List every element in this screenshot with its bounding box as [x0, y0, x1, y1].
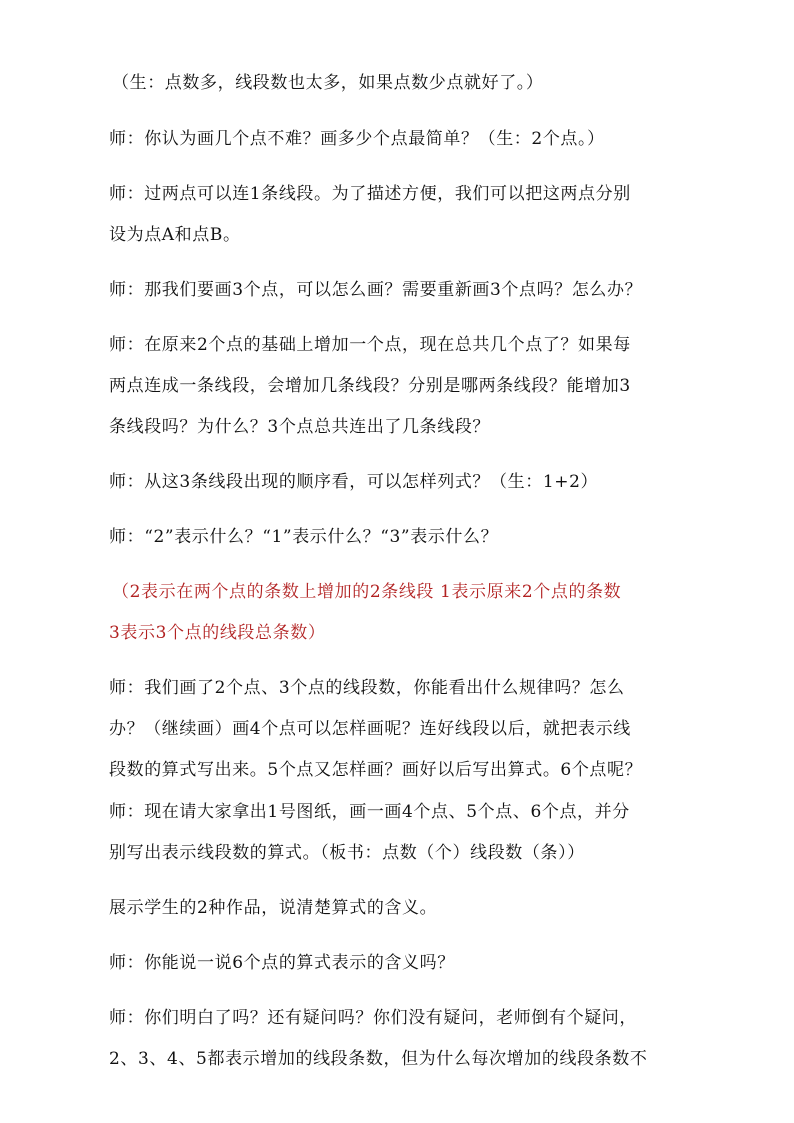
text-line-21: 2、3、4、5都表示增加的线段条数，但为什么每次增加的线段条数不 [109, 1049, 648, 1069]
text-line-20: 师：你们明白了吗？还有疑问吗？你们没有疑问，老师倒有个疑问， [109, 1008, 637, 1028]
text-line-6: 师：在原来2个点的基础上增加一个点，现在总共几个点了？如果每 [109, 335, 631, 355]
text-line-16: 师：现在请大家拿出1号图纸，画一画4个点、5个点、6个点，并分 [109, 802, 630, 822]
text-line-2: 师：你认为画几个点不难？画多少个点最简单？（生：2个点。） [109, 129, 605, 149]
text-line-3: 师：过两点可以连1条线段。为了描述方便，我们可以把这两点分别 [109, 184, 631, 204]
annotation-line-2: 3表示3个点的线段总条数） [109, 623, 326, 643]
text-line-7: 两点连成一条线段，会增加几条线段？分别是哪两条线段？能增加3 [109, 376, 631, 396]
text-line-17: 别写出表示线段数的算式。（板书：点数（个）线段数（条）） [109, 843, 585, 863]
text-line-15: 段数的算式写出来。5个点又怎样画？画好以后写出算式。6个点呢？ [109, 760, 643, 780]
text-line-1: （生：点数多，线段数也太多，如果点数少点就好了。） [112, 73, 544, 93]
annotation-line-1: （2表示在两个点的条数上增加的2条线段 1表示原来2个点的条数 [112, 582, 622, 602]
text-line-10: 师：“2”表示什么？“1”表示什么？“3”表示什么？ [109, 527, 499, 547]
text-line-9: 师：从这3条线段出现的顺序看，可以怎样列式？（生：1+2） [109, 472, 599, 492]
text-line-14: 办？（继续画）画4个点可以怎样画呢？连好线段以后，就把表示线 [109, 719, 631, 739]
text-line-4: 设为点A和点B。 [109, 225, 241, 245]
text-line-13: 师：我们画了2个点、3个点的线段数，你能看出什么规律吗？怎么 [109, 678, 625, 698]
text-line-5: 师：那我们要画3个点，可以怎么画？需要重新画3个点吗？怎么办？ [109, 280, 643, 300]
text-line-18: 展示学生的2种作品，说清楚算式的含义。 [109, 898, 438, 918]
text-line-19: 师：你能说一说6个点的算式表示的含义吗？ [109, 953, 455, 973]
text-line-8: 条线段吗？为什么？3个点总共连出了几条线段？ [109, 417, 491, 437]
